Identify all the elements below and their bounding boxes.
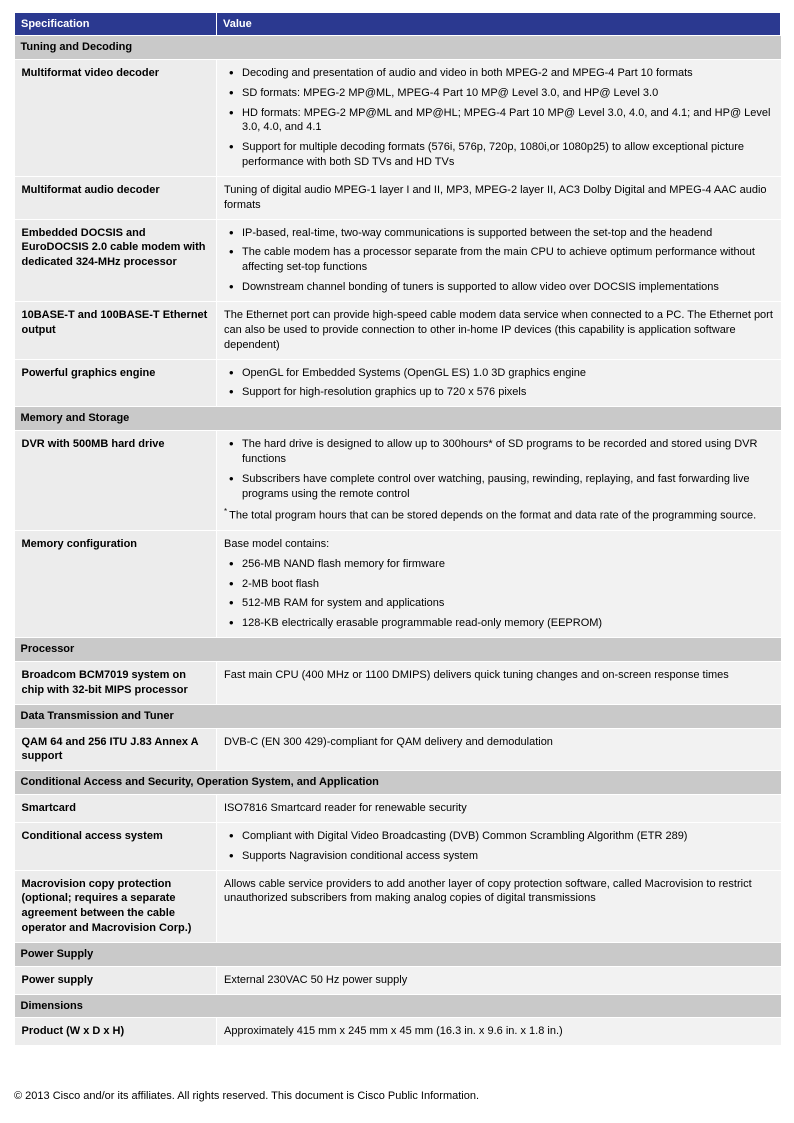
spec-value-text: Approximately 415 mm x 245 mm x 45 mm (16.3 in. x 9.6 in. x 1.8 in.) [224,1025,563,1038]
spec-label: Smartcard [15,795,217,823]
footer-copyright: © 2013 Cisco and/or its affiliates. All rights reserved. This document is Cisco Public Information. [14,1090,480,1102]
table-row [15,822,781,870]
spec-value-text: ISO7816 Smartcard reader for renewable security [224,802,467,815]
spec-value [217,176,781,219]
spec-label: Powerful graphics engine [15,359,217,407]
table-section-row [15,942,781,966]
spec-label: Product (W x D x H) [15,1018,217,1046]
spec-value-list [224,366,774,401]
list-item: • Support for multiple decoding formats (576i, 576p, 720p, 1080i,or 1080p25) to allow exceptional picture performance with both SD TVs and HD TVs [241,140,774,170]
spec-value [217,966,781,994]
section-label: Dimensions [15,994,781,1018]
spec-value [217,301,781,359]
footnote-mark: * [224,507,228,517]
spec-value [217,59,781,176]
spec-label: Power supply [15,966,217,994]
list-item: • OpenGL for Embedded Systems (OpenGL ES) 1.0 3D graphics engine [241,366,774,381]
spec-value [217,728,781,771]
spec-value-text: External 230VAC 50 Hz power supply [224,973,408,986]
table-body [15,36,781,1046]
table-row [15,1018,781,1046]
spec-value-text: Fast main CPU (400 MHz or 1100 DMIPS) delivers quick tuning changes and on-screen response times [224,668,729,681]
table-row [15,530,781,637]
spec-value-list [224,557,774,631]
spec-value-intro: Base model contains: [224,537,330,550]
spec-label: 10BASE-T and 100BASE-T Ethernet output [15,301,217,359]
spec-value-list [224,437,774,501]
spec-value-text: Tuning of digital audio MPEG-1 layer I and II, MP3, MPEG-2 layer II, AC3 Dolby Digital and MPEG-4 AAC audio formats [224,183,767,211]
list-item: • Downstream channel bonding of tuners is supported to allow video over DOCSIS implementations [241,280,774,295]
spec-label: Multiformat audio decoder [15,176,217,219]
list-item: • IP-based, real-time, two-way communications is supported between the set-top and the headend [241,226,774,241]
spec-label: Embedded DOCSIS and EuroDOCSIS 2.0 cable modem with dedicated 324-MHz processor [15,219,217,301]
table-row [15,431,781,531]
section-label: Power Supply [15,942,781,966]
spec-value [217,795,781,823]
spec-value-list [224,226,774,295]
table-row [15,661,781,704]
table-header [15,13,781,36]
spec-value-text: The Ethernet port can provide high-speed cable modem data service when connected to a PC. The Ethernet port can also be used to provide connection to other in-home IP devices (this capability is application software dependent) [224,308,773,351]
spec-label: QAM 64 and 256 ITU J.83 Annex A support [15,728,217,771]
spec-value-list [224,829,774,864]
spec-value [217,661,781,704]
spec-value-text: DVB-C (EN 300 429)-compliant for QAM delivery and demodulation [224,735,553,748]
table-section-row [15,36,781,60]
list-item: • Compliant with Digital Video Broadcasting (DVB) Common Scrambling Algorithm (ETR 289) [241,829,774,844]
column-header-value: Value [217,13,781,36]
table-row [15,359,781,407]
list-item: • 256-MB NAND flash memory for firmware [241,557,774,572]
spec-label: Multiformat video decoder [15,59,217,176]
spec-value [217,219,781,301]
table-row [15,795,781,823]
spec-value [217,1018,781,1046]
footnote-text: The total program hours that can be stored depends on the format and data rate of the programming source. [229,510,757,523]
table-row [15,301,781,359]
list-item: • SD formats: MPEG-2 MP@ML, MPEG-4 Part 10 MP@ Level 3.0, and HP@ Level 3.0 [241,86,774,101]
spec-value [217,822,781,870]
list-item: • 128-KB electrically erasable programmable read-only memory (EEPROM) [241,616,774,631]
table-row [15,59,781,176]
spec-value-text: Allows cable service providers to add another layer of copy protection software, called Macrovision to restrict unauthorized subscribers from making analog copies of digital transmissions [224,877,752,905]
table-section-row [15,704,781,728]
spec-value [217,530,781,637]
section-label: Tuning and Decoding [15,36,781,60]
section-label: Conditional Access and Security, Operation System, and Application [15,771,781,795]
list-item: • Decoding and presentation of audio and video in both MPEG-2 and MPEG-4 Part 10 formats [241,66,774,81]
spec-label: Conditional access system [15,822,217,870]
spec-label: DVR with 500MB hard drive [15,431,217,531]
table-row [15,728,781,771]
table-row [15,176,781,219]
spec-value [217,431,781,531]
table-row [15,219,781,301]
table-section-row [15,407,781,431]
spec-value-list [224,66,774,170]
table-section-row [15,771,781,795]
list-item: • Supports Nagravision conditional access system [241,849,774,864]
list-item: • Subscribers have complete control over watching, pausing, rewinding, replaying, and fast forwarding live programs using the remote control [241,472,774,502]
table-section-row [15,638,781,662]
spec-value [217,359,781,407]
column-header-specification: Specification [15,13,217,36]
section-label: Processor [15,638,781,662]
list-item: • The cable modem has a processor separate from the main CPU to achieve optimum performance without affecting set-top functions [241,245,774,275]
table-row [15,966,781,994]
section-label: Data Transmission and Tuner [15,704,781,728]
list-item: • 512-MB RAM for system and applications [241,596,774,611]
spec-value-note [224,507,774,524]
spec-value [217,870,781,942]
list-item: • HD formats: MPEG-2 MP@ML and MP@HL; MPEG-4 Part 10 MP@ Level 3.0, 4.0, and 4.1; and HP@ Level 3.0, 4.0, and 4.1 [241,106,774,136]
spec-label: Broadcom BCM7019 system on chip with 32-bit MIPS processor [15,661,217,704]
table-header-row [15,13,781,36]
list-item: • Support for high-resolution graphics up to 720 x 576 pixels [241,385,774,400]
list-item: • 2-MB boot flash [241,577,774,592]
specifications-table [14,12,781,1046]
spec-label: Macrovision copy protection (optional; requires a separate agreement between the cable operator and Macrovision Corp.) [15,870,217,942]
section-label: Memory and Storage [15,407,781,431]
table-section-row [15,994,781,1018]
table-row [15,870,781,942]
list-item: • The hard drive is designed to allow up to 300hours* of SD programs to be recorded and stored using DVR functions [241,437,774,467]
spec-label: Memory configuration [15,530,217,637]
